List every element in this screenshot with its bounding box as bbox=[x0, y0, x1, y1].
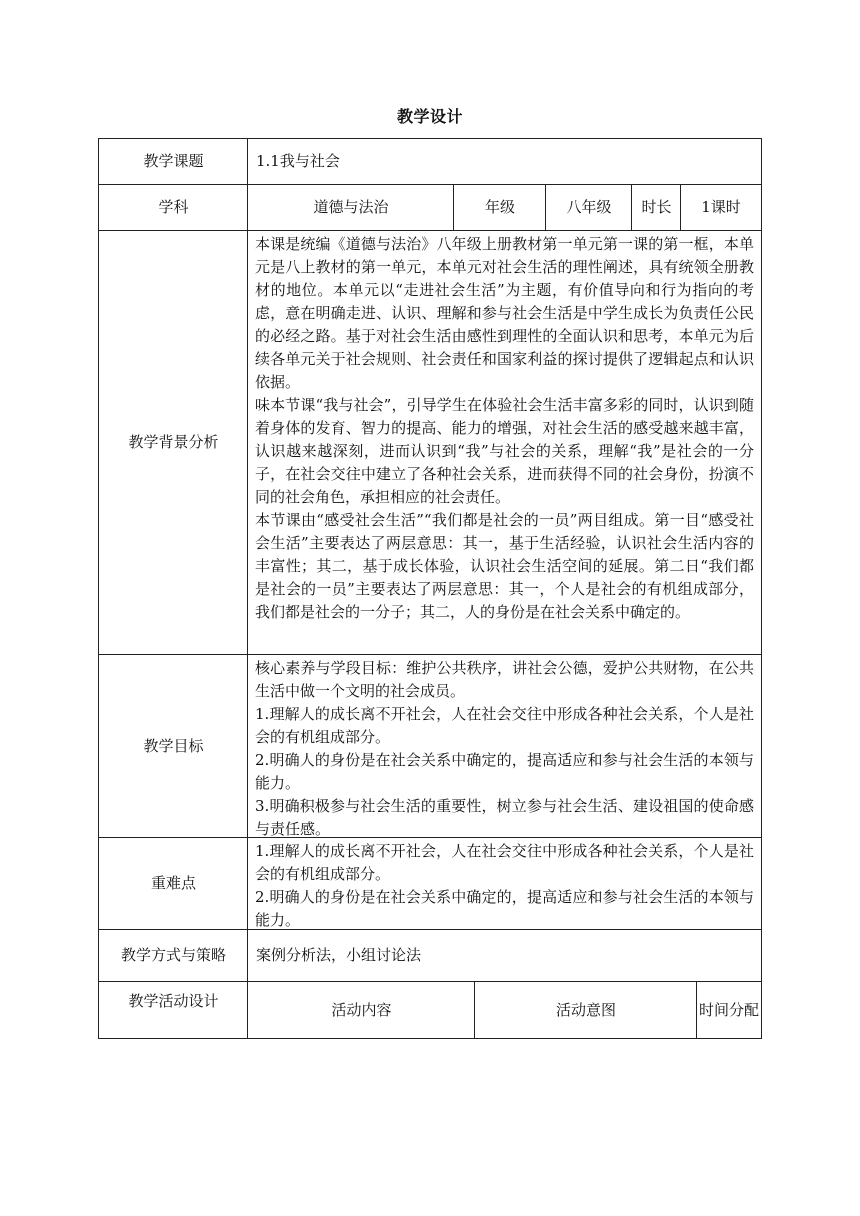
row-key-points bbox=[98, 837, 762, 929]
document-title: 教学设计 bbox=[396, 107, 463, 126]
background-paragraph-1: 本课是统编《道德与法治》八年级上册教材第一单元第一课的第一框，本单元是八上教材的第一单元，本单元对社会生活的理性阐述，具有统领全册教材的地位。本单元以“走进社会生活”为主题，有价值导向和行为指向的考虑，意在明确走进、认识、理解和参与社会生活是中学生成长为负责任公民的必经之路。基于对社会生活由感性到理性的全面认识和思考，本单元为后续各单元关于社会规则、社会责任和国家利益的探讨提供了逻辑起点和认识依据。 bbox=[255, 235, 754, 391]
key-points-label: 重难点 bbox=[98, 837, 248, 929]
background-content bbox=[247, 230, 762, 654]
objectives-label: 教学目标 bbox=[98, 654, 248, 837]
objectives-paragraph-3: 2.明确人的身份是在社会关系中确定的，提高适应和参与社会生活的本领与能力。 bbox=[255, 751, 754, 792]
row-objectives bbox=[98, 654, 762, 837]
objectives-paragraph-2: 1.理解人的成长离不开社会，人在社会交往中形成各种社会关系，个人是社会的有机组成部分。 bbox=[255, 705, 754, 746]
row-topic bbox=[98, 138, 762, 184]
time-allocation-header: 时间分配 bbox=[696, 981, 762, 1039]
row-activities bbox=[98, 981, 762, 1039]
objectives-content bbox=[247, 654, 762, 837]
activity-intent-header: 活动意图 bbox=[474, 981, 697, 1039]
background-label: 教学背景分析 bbox=[98, 230, 248, 654]
methods-value: 案例分析法，小组讨论法 bbox=[247, 929, 762, 981]
topic-label: 教学课题 bbox=[98, 138, 248, 184]
objectives-paragraph-4: 3.明确积极参与社会生活的重要性，树立参与社会生活、建设祖国的使命感与责任感。 bbox=[255, 797, 754, 838]
background-paragraph-2: 味本节课“我与社会”，引导学生在体验社会生活丰富多彩的同时，认识到随着身体的发育、智力的提高、能力的增强，对社会生活的感受越来越丰富，认识越来越深刻，进而认识到“我”与社会的关系，理解“我”是社会的一分子，在社会交往中建立了各种社会关系，进而获得不同的社会身份，扮演不同的社会角色，承担相应的社会责任。 bbox=[255, 396, 754, 506]
key-points-paragraph-2: 2.明确人的身份是在社会关系中确定的，提高适应和参与社会生活的本领与能力。 bbox=[255, 888, 754, 929]
duration-label: 时长 bbox=[631, 184, 681, 230]
row-subject bbox=[98, 184, 762, 230]
background-paragraph-3: 本节课由“感受社会生活”“我们都是社会的一员”两目组成。第一目“感受社会生活”主要表达了两层意思：其一，基于生活经验，认识社会生活内容的丰富性；其二，基于成长体验，认识社会生活空间的延展。第二日“我们都是社会的一员”主要表达了两层意思：其一，个人是社会的有机组成部分，我们都是社会的一分子；其二，人的身份是在社会关系中确定的。 bbox=[255, 511, 754, 621]
topic-value: 1.1我与社会 bbox=[247, 138, 762, 184]
row-methods bbox=[98, 929, 762, 981]
objectives-paragraph-1: 核心素养与学段目标：维护公共秩序，讲社会公德，爱护公共财物，在公共生活中做一个文明的社会成员。 bbox=[255, 659, 754, 700]
activity-content-header: 活动内容 bbox=[247, 981, 475, 1039]
key-points-paragraph-1: 1.理解人的成长离不开社会，人在社会交往中形成各种社会关系，个人是社会的有机组成部分。 bbox=[255, 842, 754, 883]
methods-label: 教学方式与策略 bbox=[98, 929, 248, 981]
grade-label: 年级 bbox=[453, 184, 546, 230]
grade-value: 八年级 bbox=[545, 184, 632, 230]
activities-label: 教学活动设计 bbox=[98, 981, 248, 1039]
subject-label: 学科 bbox=[98, 184, 248, 230]
subject-value: 道德与法治 bbox=[247, 184, 454, 230]
row-background bbox=[98, 230, 762, 654]
key-points-content bbox=[247, 837, 762, 929]
duration-value: 1课时 bbox=[680, 184, 762, 230]
